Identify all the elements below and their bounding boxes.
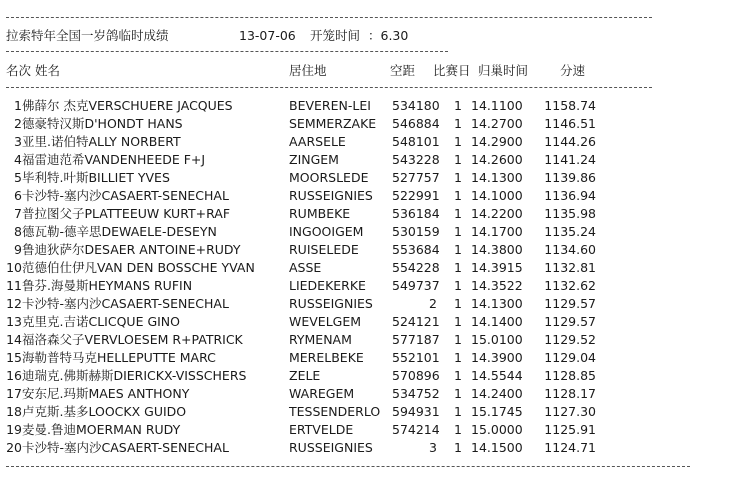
table-row — [0, 97, 730, 115]
row-name: 德豪特汉斯D'HONDT HANS — [22, 116, 183, 131]
row-rank: 2 — [14, 116, 22, 131]
row-speed: 1129.04 — [544, 350, 596, 365]
row-speed: 1141.24 — [544, 152, 596, 167]
table-row — [0, 313, 730, 331]
row-distance: 3 — [429, 440, 437, 455]
table-row — [0, 349, 730, 367]
row-residence: RUSSEIGNIES — [289, 188, 373, 203]
row-rank: 4 — [14, 152, 22, 167]
row-residence: RUSSEIGNIES — [289, 296, 373, 311]
row-rank: 20 — [6, 440, 22, 455]
row-name: 迪瑞克.佛斯赫斯DIERICKX-VISSCHERS — [22, 368, 247, 383]
table-row — [0, 403, 730, 421]
row-rank: 1 — [14, 98, 22, 113]
table-row — [0, 295, 730, 313]
row-rank: 17 — [6, 386, 22, 401]
row-name: 卢克斯.基多LOOCKX GUIDO — [22, 404, 187, 419]
row-residence: WAREGEM — [289, 386, 355, 401]
row-race-day: 1 — [454, 152, 462, 167]
row-rank: 11 — [6, 278, 22, 293]
header-separator — [6, 51, 448, 52]
row-name: 卡沙特-塞内沙CASAERT-SENECHAL — [22, 296, 229, 311]
row-residence: BEVEREN-LEI — [289, 98, 371, 113]
col-speed: 分速 — [560, 63, 586, 78]
row-distance: 546884 — [392, 116, 440, 131]
row-residence: SEMMERZAKE — [289, 116, 377, 131]
row-race-day: 1 — [454, 98, 462, 113]
table-row — [0, 439, 730, 457]
row-rank: 5 — [14, 170, 22, 185]
row-distance: 2 — [429, 296, 437, 311]
row-race-day: 1 — [454, 332, 462, 347]
table-row — [0, 187, 730, 205]
row-speed: 1139.86 — [544, 170, 596, 185]
row-residence: RYMENAM — [289, 332, 352, 347]
row-speed: 1132.81 — [544, 260, 596, 275]
row-name: 克里克.吉诺CLICQUE GINO — [22, 314, 181, 329]
row-arrival-time: 14.1400 — [471, 314, 523, 329]
row-race-day: 1 — [454, 422, 462, 437]
row-race-day: 1 — [454, 242, 462, 257]
row-name: 卡沙特-塞内沙CASAERT-SENECHAL — [22, 440, 229, 455]
row-speed: 1129.57 — [544, 314, 596, 329]
row-rank: 6 — [14, 188, 22, 203]
row-rank: 19 — [6, 422, 22, 437]
row-name: 海勒普特马克HELLEPUTTE MARC — [22, 350, 216, 365]
table-row — [0, 115, 730, 133]
row-speed: 1124.71 — [544, 440, 596, 455]
table-row — [0, 223, 730, 241]
row-residence: LIEDEKERKE — [289, 278, 366, 293]
row-name: 安东尼.玛斯MAES ANTHONY — [22, 386, 190, 401]
table-row — [0, 367, 730, 385]
row-race-day: 1 — [454, 278, 462, 293]
table-row — [0, 385, 730, 403]
row-arrival-time: 14.2400 — [471, 386, 523, 401]
table-row — [0, 259, 730, 277]
row-residence: ZELE — [289, 368, 321, 383]
row-residence: MERELBEKE — [289, 350, 364, 365]
row-distance: 543228 — [392, 152, 440, 167]
row-name: 鲁迪狄萨尔DESAER ANTOINE+RUDY — [22, 242, 241, 257]
col-arrival: 归巢时间 — [478, 63, 529, 78]
row-name: 福雷迪范希VANDENHEEDE F+J — [22, 152, 206, 167]
row-arrival-time: 14.1700 — [471, 224, 523, 239]
row-race-day: 1 — [454, 188, 462, 203]
row-speed: 1135.24 — [544, 224, 596, 239]
row-distance: 536184 — [392, 206, 440, 221]
row-distance: 577187 — [392, 332, 440, 347]
bottom-separator — [6, 466, 690, 467]
row-speed: 1132.62 — [544, 278, 596, 293]
row-race-day: 1 — [454, 206, 462, 221]
table-row — [0, 169, 730, 187]
row-race-day: 1 — [454, 404, 462, 419]
row-distance: 549737 — [392, 278, 440, 293]
row-arrival-time: 14.2600 — [471, 152, 523, 167]
row-speed: 1135.98 — [544, 206, 596, 221]
row-arrival-time: 14.1000 — [471, 188, 523, 203]
row-residence: ZINGEM — [289, 152, 339, 167]
row-rank: 8 — [14, 224, 22, 239]
row-rank: 9 — [14, 242, 22, 257]
row-speed: 1144.26 — [544, 134, 596, 149]
table-row — [0, 205, 730, 223]
row-distance: 553684 — [392, 242, 440, 257]
row-name: 德瓦勒-德辛思DEWAELE-DESEYN — [22, 224, 217, 239]
row-race-day: 1 — [454, 170, 462, 185]
table-row — [0, 277, 730, 295]
row-rank: 12 — [6, 296, 22, 311]
row-distance: 594931 — [392, 404, 440, 419]
row-race-day: 1 — [454, 386, 462, 401]
row-arrival-time: 14.3522 — [471, 278, 523, 293]
row-name: 麦曼.鲁迪MOERMAN RUDY — [22, 422, 181, 437]
row-arrival-time: 14.5544 — [471, 368, 523, 383]
row-race-day: 1 — [454, 134, 462, 149]
row-race-day: 1 — [454, 224, 462, 239]
row-rank: 7 — [14, 206, 22, 221]
row-name: 范德伯仕伊凡VAN DEN BOSSCHE YVAN — [22, 260, 255, 275]
row-speed: 1136.94 — [544, 188, 596, 203]
row-name: 鲁芬.海曼斯HEYMANS RUFIN — [22, 278, 193, 293]
row-distance: 554228 — [392, 260, 440, 275]
col-distance: 空距 — [390, 63, 416, 78]
row-distance: 574214 — [392, 422, 440, 437]
row-name: 卡沙特-塞内沙CASAERT-SENECHAL — [22, 188, 229, 203]
row-arrival-time: 14.2200 — [471, 206, 523, 221]
row-arrival-time: 14.1300 — [471, 170, 523, 185]
row-name: 福洛森父子VERVLOESEM R+PATRICK — [22, 332, 243, 347]
row-distance: 522991 — [392, 188, 440, 203]
row-arrival-time: 14.3900 — [471, 350, 523, 365]
row-race-day: 1 — [454, 116, 462, 131]
row-residence: RUISELEDE — [289, 242, 359, 257]
row-distance: 530159 — [392, 224, 440, 239]
row-name: 毕利特.叶斯BILLIET YVES — [22, 170, 170, 185]
table-row — [0, 421, 730, 439]
columns-separator — [6, 87, 652, 88]
row-residence: ERTVELDE — [289, 422, 354, 437]
row-arrival-time: 15.1745 — [471, 404, 523, 419]
row-race-day: 1 — [454, 296, 462, 311]
row-rank: 3 — [14, 134, 22, 149]
row-race-day: 1 — [454, 368, 462, 383]
col-race-day: 比赛日 — [433, 63, 471, 78]
row-speed: 1128.85 — [544, 368, 596, 383]
row-arrival-time: 14.2700 — [471, 116, 523, 131]
row-distance: 524121 — [392, 314, 440, 329]
row-speed: 1127.30 — [544, 404, 596, 419]
race-date: 13-07-06 — [239, 28, 296, 43]
row-distance: 534180 — [392, 98, 440, 113]
row-rank: 15 — [6, 350, 22, 365]
row-name: 普拉图父子PLATTEEUW KURT+RAF — [22, 206, 231, 221]
row-rank: 18 — [6, 404, 22, 419]
row-residence: MOORSLEDE — [289, 170, 369, 185]
row-race-day: 1 — [454, 314, 462, 329]
row-speed: 1129.57 — [544, 296, 596, 311]
row-name: 佛薛尔 杰克VERSCHUERE JACQUES — [22, 98, 233, 113]
report-title: 拉索特年全国一岁鸽临时成绩 — [6, 28, 169, 43]
row-race-day: 1 — [454, 440, 462, 455]
row-residence: TESSENDERLO — [289, 404, 381, 419]
row-speed: 1146.51 — [544, 116, 596, 131]
row-distance: 527757 — [392, 170, 440, 185]
row-residence: INGOOIGEM — [289, 224, 364, 239]
row-residence: RUSSEIGNIES — [289, 440, 373, 455]
table-row — [0, 331, 730, 349]
top-separator — [6, 17, 652, 18]
row-arrival-time: 15.0100 — [471, 332, 523, 347]
table-row — [0, 151, 730, 169]
row-distance: 570896 — [392, 368, 440, 383]
row-arrival-time: 14.1100 — [471, 98, 523, 113]
row-arrival-time: 14.3915 — [471, 260, 523, 275]
table-row — [0, 241, 730, 259]
row-residence: AARSELE — [289, 134, 346, 149]
row-residence: ASSE — [289, 260, 322, 275]
row-speed: 1128.17 — [544, 386, 596, 401]
row-arrival-time: 14.1300 — [471, 296, 523, 311]
release-label: 开笼时间 — [310, 28, 361, 43]
row-rank: 16 — [6, 368, 22, 383]
row-speed: 1129.52 — [544, 332, 596, 347]
row-arrival-time: 14.1500 — [471, 440, 523, 455]
release-time: ：6.30 — [368, 28, 409, 43]
col-rank-name: 名次 姓名 — [6, 63, 60, 78]
row-residence: RUMBEKE — [289, 206, 351, 221]
row-race-day: 1 — [454, 350, 462, 365]
col-residence: 居住地 — [289, 63, 327, 78]
row-residence: WEVELGEM — [289, 314, 362, 329]
row-race-day: 1 — [454, 260, 462, 275]
row-arrival-time: 14.3800 — [471, 242, 523, 257]
row-name: 亚里.诺伯特ALLY NORBERT — [22, 134, 181, 149]
row-distance: 534752 — [392, 386, 440, 401]
row-speed: 1158.74 — [544, 98, 596, 113]
row-distance: 548101 — [392, 134, 440, 149]
table-row — [0, 133, 730, 151]
row-arrival-time: 15.0000 — [471, 422, 523, 437]
row-distance: 552101 — [392, 350, 440, 365]
row-rank: 14 — [6, 332, 22, 347]
row-rank: 13 — [6, 314, 22, 329]
row-speed: 1134.60 — [544, 242, 596, 257]
row-arrival-time: 14.2900 — [471, 134, 523, 149]
row-rank: 10 — [6, 260, 22, 275]
row-speed: 1125.91 — [544, 422, 596, 437]
